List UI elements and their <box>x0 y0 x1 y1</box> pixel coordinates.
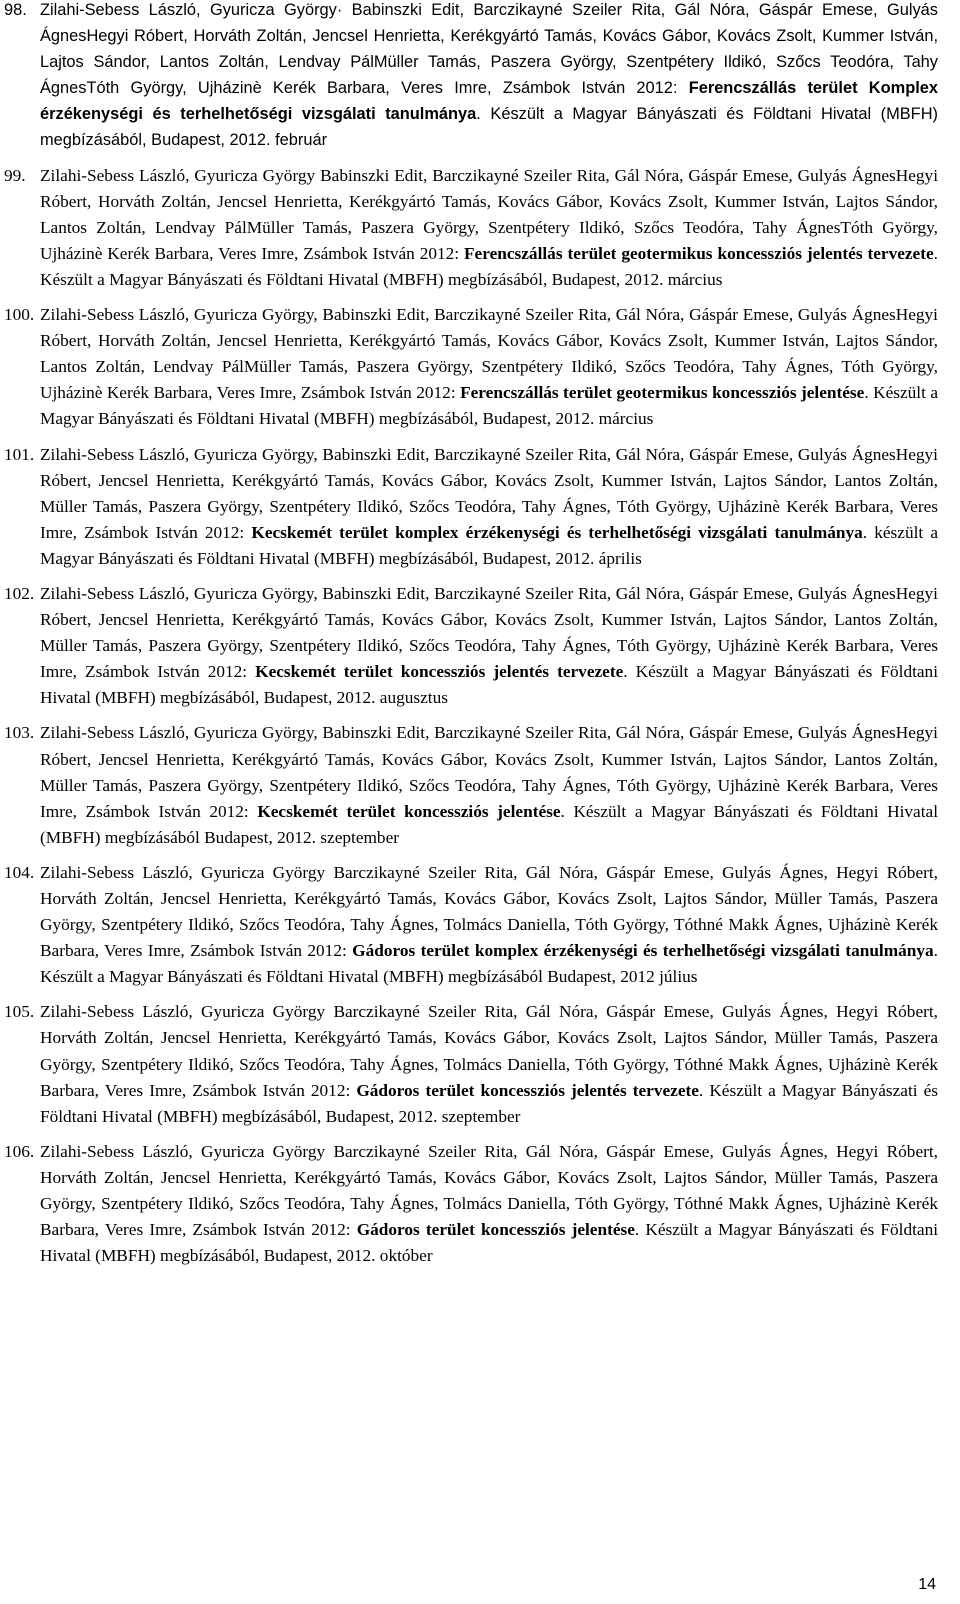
reference-title: Kecskemét terület koncessziós jelentése <box>257 801 561 821</box>
reference-authors: Zilahi-Sebess László, Gyuricza György, Babinszki Edit, Barczikayné Szeiler Rita, Gál Nóra, Gáspár Emese, Gulyás ÁgnesHegyi Róbert, Jencsel Henrietta, Kerékgyártó Tamás, Kovács Gábor, Kovács Zsolt, Kummer István, Lajtos Sándor, Lantos Zoltán, Müller Tamás, Paszera György, Szentpétery Ildikó, Szőcs Teodóra, Tahy Ágnes, Tóth György, Ujházinè Kerék Barbara, Veres Imre, Zsámbok István 2012: <box>40 723 938 821</box>
reference-title: Ferencszállás terület geotermikus koncessziós jelentése <box>460 383 865 403</box>
reference-text <box>40 860 938 990</box>
reference-authors: Zilahi-Sebess László, Gyuricza György Babinszki Edit, Barczikayné Szeiler Rita, Gál Nóra, Gáspár Emese, Gulyás ÁgnesHegyi Róbert, Horváth Zoltán, Jencsel Henrietta, Kerékgyártó Tamás, Kovács Gábor, Kovács Zsolt, Kummer István, Lajtos Sándor, Lantos Zoltán, Lendvay PálMüller Tamás, Paszera György, Szentpétery Ildikó, Szőcs Teodóra, Tahy ÁgnesTóth György, Ujházinè Kerék Barbara, Veres Imre, Zsámbok István 2012: <box>40 165 938 263</box>
reference-authors: Zilahi-Sebess László, Gyuricza György· Babinszki Edit, Barczikayné Szeiler Rita, Gál Nóra, Gáspár Emese, Gulyás ÁgnesHegyi Róbert, Horváth Zoltán, Jencsel Henrietta, Kerékgyártó Tamás, Kovács Gábor, Kovács Zsolt, Kummer István, Lajtos Sándor, Lantos Zoltán, Lendvay PálMüller Tamás, Paszera György, Szentpétery Ildikó, Szőcs Teodóra, Tahy ÁgnesTóth György, Ujházinè Kerék Barbara, Veres Imre, Zsámbok István 2012: <box>40 1 938 98</box>
reference-authors: Zilahi-Sebess László, Gyuricza György Barczikayné Szeiler Rita, Gál Nóra, Gáspár Emese, Gulyás Ágnes, Hegyi Róbert, Horváth Zoltán, Jencsel Henrietta, Kerékgyártó Tamás, Kovács Gábor, Kovács Zsolt, Lajtos Sándor, Müller Tamás, Paszera György, Szentpétery Ildikó, Szőcs Teodóra, Tahy Ágnes, Tolmács Daniella, Tóth György, Tóthné Makk Ágnes, Ujházinè Kerék Barbara, Veres Imre, Zsámbok István 2012: <box>40 862 938 961</box>
reference-number: 98. <box>4 1 27 19</box>
reference-item <box>4 163 938 293</box>
reference-item <box>4 1139 938 1269</box>
reference-item <box>4 581 938 711</box>
reference-title: Ferencszállás terület Komplex érzékenységi és terhelhetőségi vizsgálati tanulmánya <box>40 79 938 124</box>
reference-number: 104. <box>4 862 35 882</box>
reference-authors: Zilahi-Sebess László, Gyuricza György Barczikayné Szeiler Rita, Gál Nóra, Gáspár Emese, Gulyás Ágnes, Hegyi Róbert, Horváth Zoltán, Jencsel Henrietta, Kerékgyártó Tamás, Kovács Gábor, Kovács Zsolt, Lajtos Sándor, Müller Tamás, Paszera György, Szentpétery Ildikó, Szőcs Teodóra, Tahy Ágnes, Tolmács Daniella, Tóth György, Tóthné Makk Ágnes, Ujházinè Kerék Barbara, Veres Imre, Zsámbok István 2012: <box>40 1141 938 1240</box>
reference-text <box>40 163 938 293</box>
reference-publisher: . Készült a Magyar Bányászati és Földtani Hivatal (MBFH) megbízásából, Budapest, 2012. február <box>40 105 938 150</box>
reference-number: 101. <box>4 444 35 464</box>
reference-item <box>4 302 938 432</box>
reference-number: 100. <box>4 305 35 325</box>
reference-publisher: . Készült a Magyar Bányászati és Földtani Hivatal (MBFH) megbízásából, Budapest, 2012. szeptember <box>40 1080 939 1126</box>
reference-number: 102. <box>4 583 35 603</box>
reference-item <box>4 720 938 850</box>
reference-publisher: . Készült a Magyar Bányászati és Földtani Hivatal (MBFH) megbízásából Budapest, 2012. szeptember <box>40 801 939 847</box>
reference-authors: Zilahi-Sebess László, Gyuricza György Barczikayné Szeiler Rita, Gál Nóra, Gáspár Emese, Gulyás Ágnes, Hegyi Róbert, Horváth Zoltán, Jencsel Henrietta, Kerékgyártó Tamás, Kovács Gábor, Kovács Zsolt, Lajtos Sándor, Müller Tamás, Paszera György, Szentpétery Ildikó, Szőcs Teodóra, Tahy Ágnes, Tolmács Daniella, Tóth György, Tóthné Makk Ágnes, Ujházinè Kerék Barbara, Veres Imre, Zsámbok István 2012: <box>40 1002 938 1100</box>
reference-item <box>4 860 938 990</box>
page-number: 14 <box>918 1576 936 1593</box>
reference-item <box>4 442 938 572</box>
reference-number: 106. <box>4 1141 35 1161</box>
reference-title: Gádoros terület koncessziós jelentése <box>356 1220 635 1240</box>
reference-publisher: . Készült a Magyar Bányászati és Földtani Hivatal (MBFH) megbízásából, Budapest, 2012. augusztus <box>40 662 939 708</box>
reference-item <box>4 999 938 1129</box>
reference-item <box>4 0 938 154</box>
reference-publisher: . készült a Magyar Bányászati és Földtani Hivatal (MBFH) megbízásából, Budapest, 2012. április <box>40 522 938 568</box>
reference-title: Ferencszállás terület geotermikus koncessziós jelentés tervezete <box>464 243 934 263</box>
reference-text <box>40 999 938 1129</box>
reference-title: Kecskemét terület koncessziós jelentés tervezete <box>255 662 624 682</box>
reference-title: Gádoros terület komplex érzékenységi és terhelhetőségi vizsgálati tanulmánya <box>352 941 934 961</box>
reference-text <box>40 302 938 432</box>
reference-publisher: . Készült a Magyar Bányászati és Földtani Hivatal (MBFH) megbízásából, Budapest, 2012. március <box>40 243 938 289</box>
reference-number: 105. <box>4 1002 35 1022</box>
reference-title: Gádoros terület koncessziós jelentés tervezete <box>356 1080 699 1100</box>
reference-text <box>40 581 938 711</box>
reference-publisher: . Készült a Magyar Bányászati és Földtani Hivatal (MBFH) megbízásából, Budapest, 2012. március <box>40 383 939 429</box>
reference-publisher: . Készült a Magyar Bányászati és Földtani Hivatal (MBFH) megbízásából, Budapest, 2012. október <box>40 1220 939 1266</box>
reference-text <box>40 720 938 850</box>
reference-authors: Zilahi-Sebess László, Gyuricza György, Babinszki Edit, Barczikayné Szeiler Rita, Gál Nóra, Gáspár Emese, Gulyás ÁgnesHegyi Róbert, Horváth Zoltán, Jencsel Henrietta, Kerékgyártó Tamás, Kovács Gábor, Kovács Zsolt, Kummer István, Lajtos Sándor, Lantos Zoltán, Lendvay PálMüller Tamás, Paszera György, Szentpétery Ildikó, Szőcs Teodóra, Tahy Ágnes, Tóth György, Ujházinè Kerék Barbara, Veres Imre, Zsámbok István 2012: <box>40 305 938 403</box>
reference-number: 99. <box>4 165 26 185</box>
reference-authors: Zilahi-Sebess László, Gyuricza György, Babinszki Edit, Barczikayné Szeiler Rita, Gál Nóra, Gáspár Emese, Gulyás ÁgnesHegyi Róbert, Jencsel Henrietta, Kerékgyártó Tamás, Kovács Gábor, Kovács Zsolt, Kummer István, Lajtos Sándor, Lantos Zoltán, Müller Tamás, Paszera György, Szentpétery Ildikó, Szőcs Teodóra, Tahy Ágnes, Tóth György, Ujházinè Kerék Barbara, Veres Imre, Zsámbok István 2012: <box>40 444 938 542</box>
reference-text <box>40 442 938 572</box>
reference-number: 103. <box>4 723 35 743</box>
reference-publisher: . Készült a Magyar Bányászati és Földtani Hivatal (MBFH) megbízásából Budapest, 2012 július <box>40 941 938 987</box>
reference-title: Kecskemét terület komplex érzékenységi és terhelhetőségi vizsgálati tanulmánya <box>251 522 863 542</box>
reference-text <box>40 1139 938 1269</box>
reference-text <box>40 0 938 154</box>
reference-authors: Zilahi-Sebess László, Gyuricza György, Babinszki Edit, Barczikayné Szeiler Rita, Gál Nóra, Gáspár Emese, Gulyás ÁgnesHegyi Róbert, Jencsel Henrietta, Kerékgyártó Tamás, Kovács Gábor, Kovács Zsolt, Kummer István, Lajtos Sándor, Lantos Zoltán, Müller Tamás, Paszera György, Szentpétery Ildikó, Szőcs Teodóra, Tahy Ágnes, Tóth György, Ujházinè Kerék Barbara, Veres Imre, Zsámbok István 2012: <box>40 583 938 682</box>
reference-list <box>4 0 938 1278</box>
